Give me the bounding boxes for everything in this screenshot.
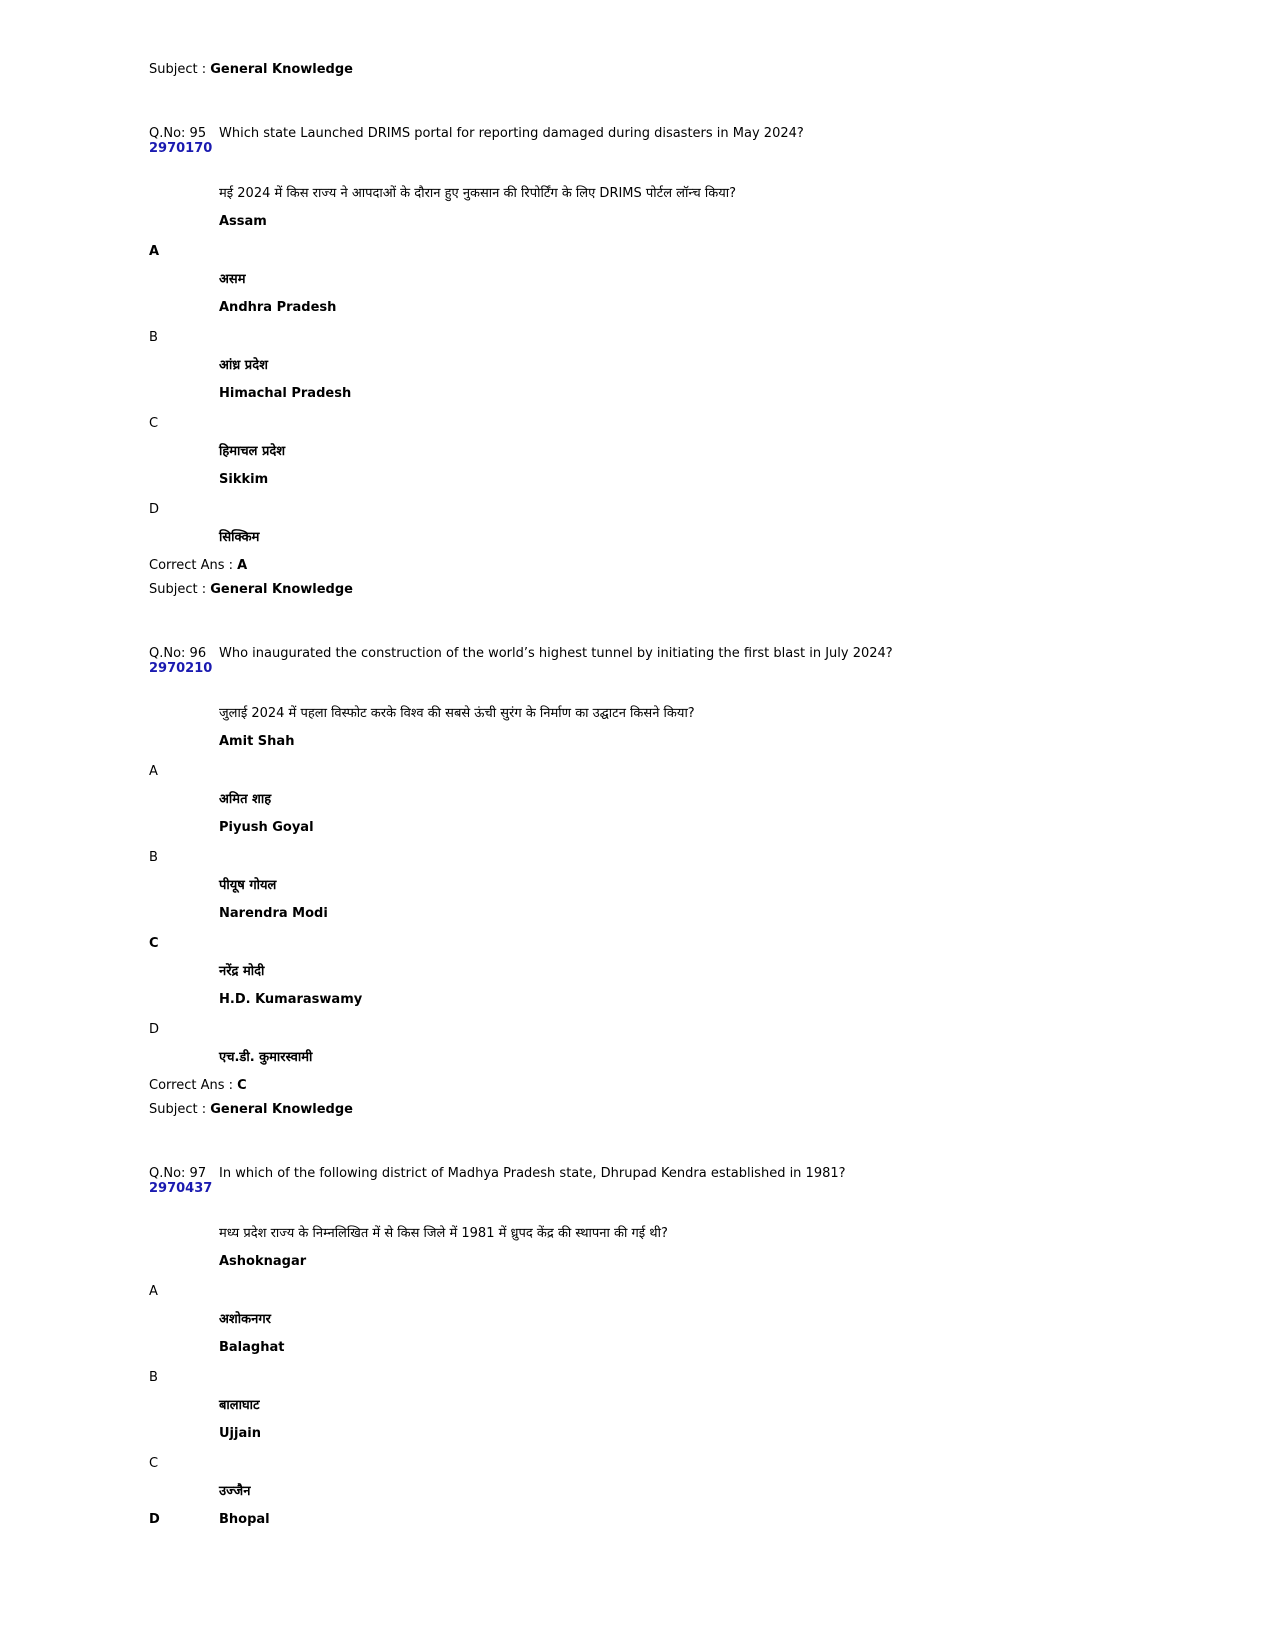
- option-b-text-hi: पीयूष गोयल: [219, 878, 277, 893]
- correct-answer-value: C: [237, 1078, 247, 1093]
- option-d-text-hi: सिक्किम: [219, 530, 260, 545]
- option-c-letter: C: [149, 936, 159, 951]
- question-number: Q.No: 97: [149, 1166, 207, 1181]
- option-d-text-en: Bhopal: [219, 1512, 270, 1527]
- option-b-text-en: Andhra Pradesh: [219, 300, 337, 315]
- option-b-text-en: Piyush Goyal: [219, 820, 314, 835]
- option-a-letter: A: [149, 764, 158, 779]
- subject-value: General Knowledge: [210, 1102, 353, 1117]
- correct-answer-line: [149, 558, 247, 574]
- subject-line: [149, 62, 353, 78]
- option-d-letter: D: [149, 1512, 160, 1527]
- option-b-letter: B: [149, 330, 158, 345]
- option-a-letter: A: [149, 244, 160, 259]
- option-d-letter: D: [149, 502, 160, 517]
- subject-label: Subject :: [149, 582, 207, 597]
- option-d-text-en: H.D. Kumaraswamy: [219, 992, 363, 1007]
- question-id: 2970170: [149, 141, 213, 156]
- correct-answer-line: [149, 1078, 247, 1094]
- correct-answer-value: A: [237, 558, 248, 573]
- option-c-letter: C: [149, 416, 159, 431]
- subject-label: Subject :: [149, 1102, 207, 1117]
- option-b-letter: B: [149, 1370, 158, 1385]
- option-a-text-hi: असम: [219, 272, 246, 287]
- option-c-text-hi: हिमाचल प्रदेश: [219, 444, 286, 459]
- question-text-hi: जुलाई 2024 में पहला विस्फोट करके विश्व की सबसे ऊंची सुरंग के निर्माण का उद्घाटन किसने किया?: [219, 706, 695, 721]
- option-c-text-en: Ujjain: [219, 1426, 261, 1441]
- question-text-hi: मई 2024 में किस राज्य ने आपदाओं के दौरान हुए नुकसान की रिपोर्टिंग के लिए DRIMS पोर्टल लॉन्च किया?: [219, 186, 737, 201]
- option-b-text-hi: बालाघाट: [219, 1398, 260, 1413]
- option-c-text-hi: नरेंद्र मोदी: [219, 964, 265, 979]
- option-a-letter: A: [149, 1284, 158, 1299]
- question-number: Q.No: 96: [149, 646, 207, 661]
- subject-value: General Knowledge: [210, 582, 353, 597]
- subject-line: [149, 582, 353, 598]
- option-c-text-hi: उज्जैन: [219, 1484, 251, 1499]
- correct-answer-label: Correct Ans :: [149, 1078, 233, 1093]
- option-c-letter: C: [149, 1456, 159, 1471]
- option-d-text-en: Sikkim: [219, 472, 269, 487]
- correct-answer-label: Correct Ans :: [149, 558, 233, 573]
- subject-value: General Knowledge: [210, 62, 353, 77]
- option-a-text-en: Ashoknagar: [219, 1254, 307, 1269]
- subject-label: Subject :: [149, 62, 207, 77]
- question-text-hi: मध्य प्रदेश राज्य के निम्नलिखित में से किस जिले में 1981 में ध्रुपद केंद्र की स्थापना की गई थी?: [219, 1226, 668, 1241]
- question-text-en: Which state Launched DRIMS portal for reporting damaged during disasters in May 2024?: [219, 126, 804, 141]
- option-b-text-en: Balaghat: [219, 1340, 285, 1355]
- option-c-text-en: Himachal Pradesh: [219, 386, 352, 401]
- option-b-letter: B: [149, 850, 158, 865]
- option-c-text-en: Narendra Modi: [219, 906, 328, 921]
- question-id: 2970437: [149, 1181, 213, 1196]
- option-d-letter: D: [149, 1022, 160, 1037]
- question-text-en: In which of the following district of Madhya Pradesh state, Dhrupad Kendra established in 1981?: [219, 1166, 846, 1181]
- subject-line: [149, 1102, 353, 1118]
- option-a-text-hi: अशोकनगर: [219, 1312, 271, 1327]
- option-a-text-en: Amit Shah: [219, 734, 295, 749]
- option-a-text-hi: अमित शाह: [219, 792, 272, 807]
- option-d-text-hi: एच.डी. कुमारस्वामी: [219, 1050, 313, 1065]
- option-b-text-hi: आंध्र प्रदेश: [219, 358, 268, 373]
- option-a-text-en: Assam: [219, 214, 267, 229]
- question-number: Q.No: 95: [149, 126, 207, 141]
- question-id: 2970210: [149, 661, 213, 676]
- question-text-en: Who inaugurated the construction of the world’s highest tunnel by initiating the first blast in July 2024?: [219, 646, 893, 661]
